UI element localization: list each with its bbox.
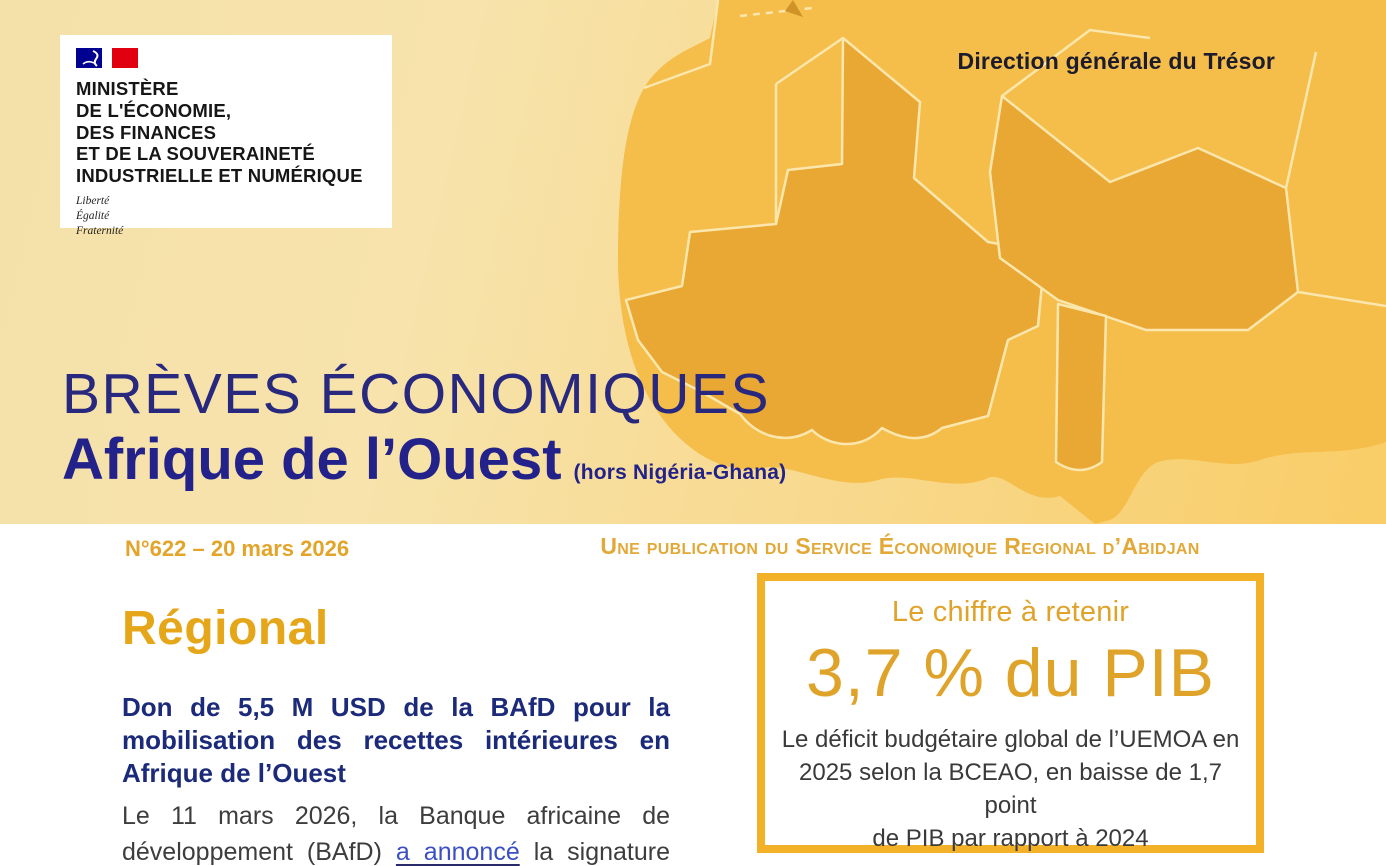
french-flag-marianne-icon [76, 48, 138, 70]
article-headline: Don de 5,5 M USD de la BAfD pour la mobilisation des recettes intérieures en Afrique de l’Ouest [122, 692, 670, 788]
title-breves-economiques: BRÈVES ÉCONOMIQUES [62, 362, 770, 426]
title-afrique-ouest: Afrique de l’Ouest (hors Nigéria-Ghana) [62, 427, 787, 492]
section-title-regional: Régional [122, 602, 329, 655]
publication-title [62, 362, 787, 492]
key-figure-description: Le déficit budgétaire global de l’UEMOA en 2025 selon la BCEAO, en baisse de 1,7 point de PIB par rapport à 2024 [781, 726, 1240, 853]
ministry-name-line: DES FINANCES [76, 121, 217, 143]
ministry-logo-card [60, 35, 392, 238]
agency-name: Direction générale du Trésor [957, 48, 1275, 74]
article-body: Le 11 mars 2026, la Banque africaine de développement (BAfD) a annoncé la signature [122, 802, 670, 866]
publication-credit: Une publication du Service Économique Regional d’Abidjan [600, 533, 1200, 559]
ministry-name-line: INDUSTRIELLE ET NUMÉRIQUE [76, 165, 363, 187]
key-figure-box [757, 573, 1264, 853]
issue-number-date: N°622 – 20 mars 2026 [125, 536, 350, 561]
ministry-name [76, 78, 376, 187]
title-suffix: (hors Nigéria-Ghana) [573, 461, 787, 484]
ministry-name-line: ET DE LA SOUVERAINETÉ [76, 143, 315, 165]
a-annonce-link[interactable]: a annoncé [395, 837, 520, 866]
key-figure-title: Le chiffre à retenir [891, 596, 1130, 628]
publication-band [0, 524, 1386, 576]
ministry-name-line: MINISTÈRE [76, 78, 179, 99]
key-figure-value: 3,7 % du PIB [806, 635, 1215, 711]
ministry-name-line: DE L'ÉCONOMIE, [76, 99, 232, 121]
ministry-motto: Liberté Égalité Fraternité [76, 195, 124, 238]
